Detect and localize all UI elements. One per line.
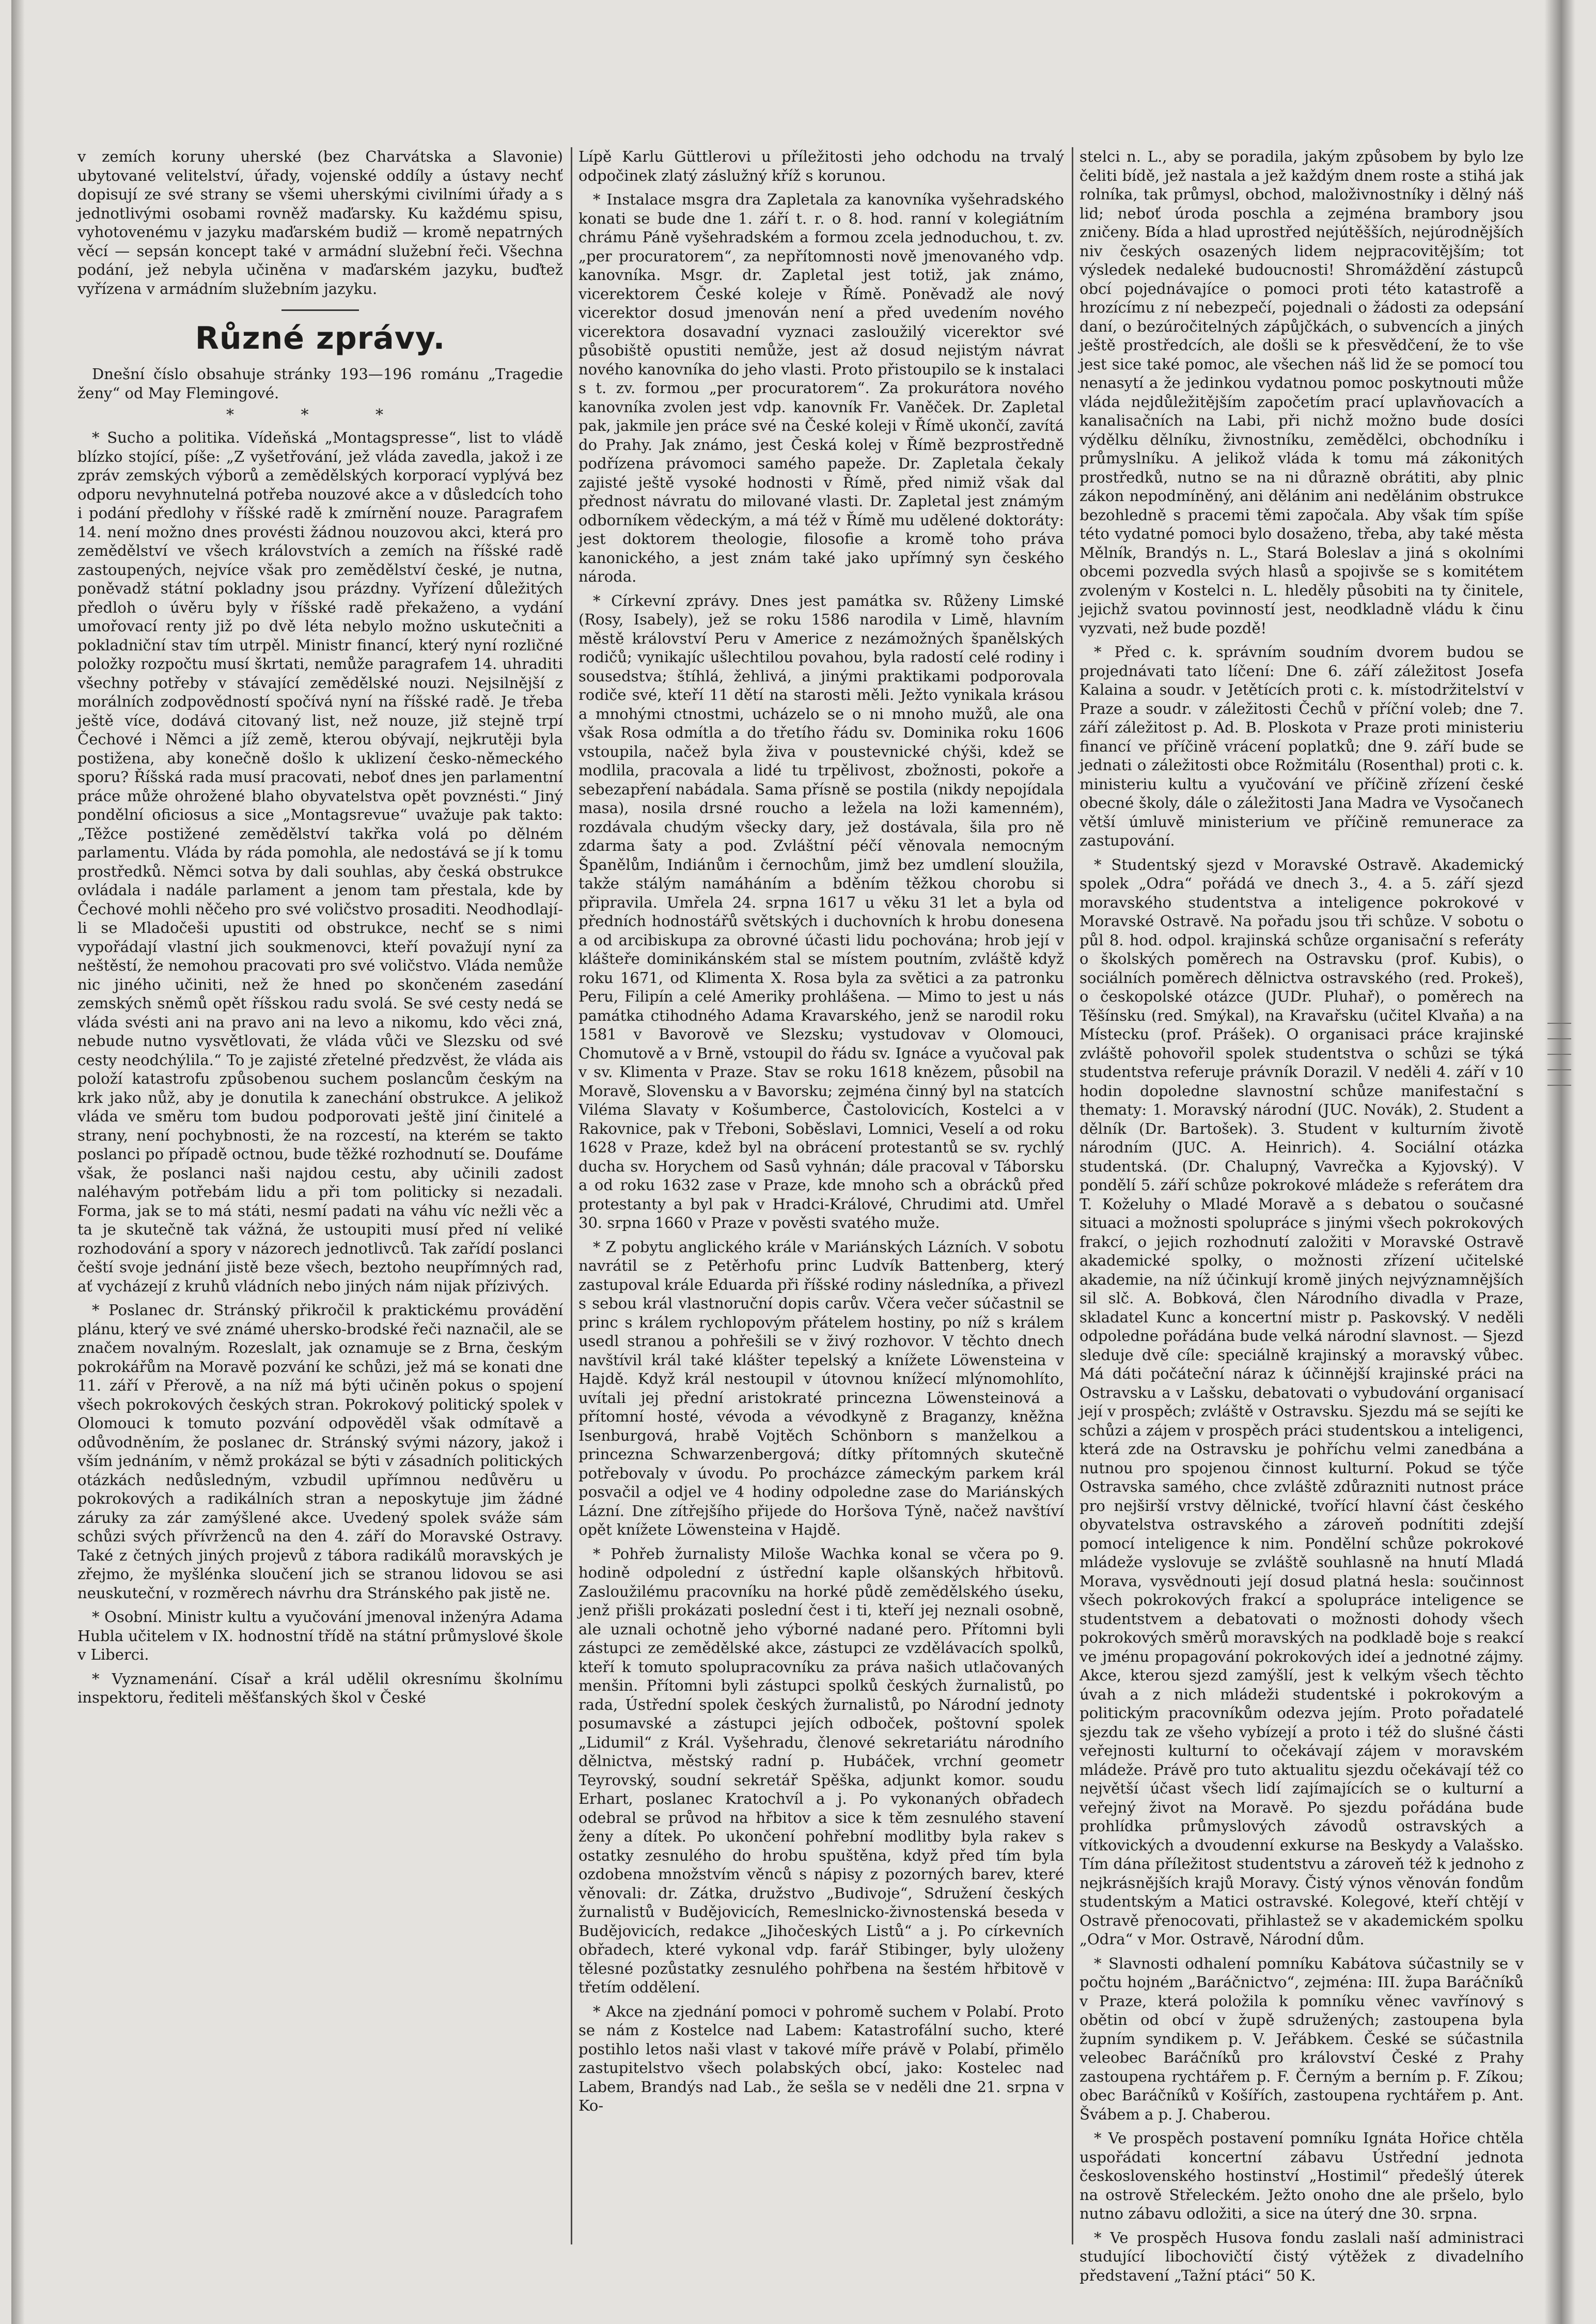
scan-edge-mark: [1547, 1038, 1571, 1039]
article-spravni-soud: * Před c. k. správním soudním dvorem budou se projednávati tato líčení: Dne 6. září záležitost Josefa Kalaina a soudr. v Jetětících proti c. k. místodržitelství v Praze a soudr. v záležitosti Čechů v příční voleb; dne 7. září záležitost p. Ad. B. Ploskota v Praze proti ministeriu financí ve příčině vrácení poplatků; dne 9. září bude se jednati o záležitosti obce Rožmitálu (Rosenthal) proti c. k. ministeriu kultu a vyučování ve příčině zřízení české obecné školy, dále o záležitosti Jana Madra ve Vysočanech větší úmluvě ministerium ve příčině remunerace za zastupování.: [1079, 643, 1524, 849]
article-poslanec-stransky: * Poslanec dr. Stránský přikročil k praktickému provádění plánu, který ve své známé uhersko-brodské řeči naznačil, ale se značem novalným. Rozeslalt, jak oznamuje se z Brna, českým pokrokářům na Moravě pozvání ke schůzi, jež má se konati dne 11. září v Přerově, a na níž má býti učiněn pokus o spojení všech pokrokových českých stran. Pokrokový politický spolek v Olomouci k tomuto pozvání odpověděl však odmítavě a odůvodněním, že poslanec dr. Stránský svými názory, jakož i vším jednáním, v němž prokázal se býti v zásadních politických otázkách nedůsledným, vzbudil upřímnou nedůvěru u pokrokových a radikálních stran a neposkytuje jim žádné záruky za zár zamýšlené akce. Uvedený spolek sváže sám schůzi svých přívrženců na den 4. září do Moravské Ostravy. Také z četných jiných projevů z tábora radikálů moravských je zřejmo, že myšlénka sloučení jich se stranou lidovou se asi neuskuteční, v rozměrech návrhu dra Stránského pak jistě ne.: [77, 1301, 563, 1602]
article-pomnik-horice: * Ve prospěch postavení pomníku Ignáta Hořice chtěla uspořádati koncertní zábavu Ústřední jednota československého hostinství „Hostimil“ předešlý úterek na ostrově Střeleckém. Ježto onoho dne ale pršelo, bylo nutno zábavu odložiti, a sice na úterý dne 30. srpna.: [1079, 2129, 1524, 2222]
scan-right-edge: [1544, 0, 1575, 2324]
article-pohreb-wachka: * Pohřeb žurnalisty Miloše Wachka konal se včera po 9. hodině odpolední z ústřední kaple olšanských hřbitovů. Zasloužilému pracovníku na horké půdě zemědělského úseku, jenž přišli prokázati poslední čest i ti, kteří jej neznali osobně, ale uznali ochotně jeho výborné nadané pero. Přítomni byli zástupci ze zemědělské akce, zástupci ze vzdělávacích spolků, kteří k tomuto spolupracovníku za práva našich utlačovaných menšin. Přítomni byli zástupci spolků českých žurnalistů, po rada, Ústřední spolek českých žurnalistů, po Národní jednoty posumavské a zástupci jejích odboček, poštovní spolek „Lidumil“ z Král. Vyšehradu, členové sekretariátu národního dělnictva, městský radní p. Hubáček, vrchní geometr Teyrovský, soudní sekretář Spěška, adjunkt komor. soudu Erhart, poslanec Kratochvíl a j. Po vykonaných obřadech odebral se průvod na hřbitov a sice k těm zesnulého stavení ženy a dítek. Po ukončení pohřební modlitby byla rakev s ostatky zesnulého do hrobu spuštěna, když před tím byla ozdobena množstvím věnců s nápisy z pozorných barev, které věnovali: dr. Zátka, družstvo „Budivoje“, Sdružení českých žurnalistů v Budějovicích, Remeslnicko-živnostenská beseda v Budějovicích, redakce „Jihočeských Listů“ a j. Po církevních obřadech, které vykonal vdp. farář Stibinger, byly uloženy tělesné pozůstatky zesnulého pohřbena na šestém hřbitově v třetím oddělení.: [578, 1545, 1064, 1996]
article-anglicky-kral: * Z pobytu anglického krále v Mariánských Lázních. V sobotu navrátil se z Petěrhofu princ Ludvík Battenberg, který zastupoval krále Eduarda při říšské rodiny následníka, a přivezl s sebou král vlastnoruční dopis carův. Včera večer súčastnil se princ s králem rychlopovým přátelem hostiny, po níž s králem usedl stranou a pohřešili se v živý rozhovor. V těchto dnech navštívil král také klášter tepelský a knížete Löwensteina v Hajdě. Když král nestoupil v útovnou knížecí mlýnomohlíto, uvítali jej přední aristokraté princezna Löwensteinová a přítomní hosté, vévoda a vévodkyně z Braganzy, kněžna Isenburgová, hrabě Vojtěch Schönborn s manželkou a princezna Schwarzenbergová; dítky přítomných skutečně potřebovaly v úvodu. Po procházce zámeckým parkem král posvačil a odjel ve 4 hodiny odpoledne zase do Mariánských Lázní. Dne zítřejšího přijede do Horšova Týně, načež navštíví opět knížete Löwensteina v Hajdě.: [578, 1238, 1064, 1538]
column-1-top-paragraph: v zemích koruny uherské (bez Charvátska a Slavonie) ubytované velitelství, úřady, vojenské oddíly a ústavy nechť dopisují ze své strany se všemi uherskými civilními úřady a s jednotlivými osobami rovněž maďarsky. Ku každému spisu, vyhotovenému v jazyku maďarském budiž — kromě nepatrných věcí — sepsán koncept také v armádní služební řeči. Všechna podání, jež nebyla učiněna v maďarském jazyku, buďtež vyřízena v armádním služebním jazyku.: [77, 148, 563, 298]
newspaper-page: [77, 147, 1524, 2284]
article-akce-polabi-continued: stelci n. L., aby se poradila, jakým způsobem by bylo lze čeliti bídě, jež nastala a jež každým dnem roste a stihá jak rolníka, tak průmysl, obchod, maloživnostníky i dělný náš lid; neboť úroda poschla a zejména brambory jsou zničeny. Bída a hlad uprostřed nejútěšších, nejúrodnějších niv českých osazených lidem nejpracovitějším; tot výsledek nedaleké budoucnosti! Shromáždění zástupců obcí pojednávajíce o pomoci proti této katastrofě a hrozícímu z ní nebezpečí, pojednali o žádosti za odepsání daní, o bezúročitelných zápůjčkách, o subvencích a jiných ještě prostředcích, ale došli se k přesvědčení, že to vše jest sice také pomoc, ale všechen náš lid že se pomocí tou nenasytí a že jedinkou vydatnou pomoc poskytnouti může vláda nejdůležitějším započetím prací uplavňovacích a kanalisačních na Labi, při nichž možno bude dosíci výdělku dělníku, živnostníku, zemědělci, obchodníku i průmyslníku. A jelikož vláda k tomu má zákonitých prostředků, nutno se na ni důrazně obrátiti, aby plnic zákon nepodmíněný, ani dělánim ani nedělánim obstrukce bezohledně s pracemi těmi započala. Aby však tím spíše této vydatné pomoci bylo dosaženo, třeba, aby také města Mělník, Brandýs n. L., Stará Boleslav a jiná s okolními obcemi pozvedla svých hlasů a spojivše se s komitétem zvoleným v Kostelci n. L. hleděly působiti na ty činitele, jejichž svatou povinností jest, neodkladně vládu k činu vyzvati, než bude pozdě!: [1079, 148, 1524, 637]
article-vyznamenani-continued: Lípě Karlu Güttlerovi u příležitosti jeho odchodu na trvalý odpočinek zlatý záslužný kříž s korunou.: [578, 148, 1064, 184]
stars-separator: * * *: [226, 406, 415, 424]
article-akce-polabi: * Akce na zjednání pomoci v pohromě suchem v Polabí. Proto se nám z Kostelce nad Labem: Katastrofální sucho, které postihlo letos naši vlast v takové míře právě v Polabí, přimělo zastupitelstvo všech polabských obcí, jako: Kostelec nad Labem, Brandýs nad Lab., že sešla se v neděli dne 21. srpna v Ko-: [578, 2002, 1064, 2114]
column-rule-2: [1072, 147, 1073, 2244]
article-osobni: * Osobní. Ministr kultu a vyučování jmenoval inženýra Adama Hubla učitelem v IX. hodnostní třídě na státní průmyslové škole v Liberci.: [77, 1608, 563, 1663]
scan-edge-mark: [1547, 1085, 1571, 1086]
article-studentsky-sjezd: * Studentský sjezd v Moravské Ostravě. Akademický spolek „Odra“ pořádá ve dnech 3., 4. a 5. září sjezd moravského studentstva a inteligence pokrokové v Moravské Ostravě. Na pořadu jsou tři schůze. V sobotu o půl 8. hod. odpol. krajinská schůze organisační s referáty o školských poměrech na Ostravsku (prof. Kubis), o sociálních poměrech dělnictva ostravského (red. Prokeš), o českopolské otázce (JUDr. Pluhař), o poměrech na Těšínsku (red. Smýkal), na Kravařsku (učitel Klvaňa) a na Místecku (prof. Prášek). O organisaci práce krajinské zvláště pohovořil spolek studentstva o schůzi se týká studentstva referuje právník Dorazil. V neděli 4. září v 10 hodin dopoledne slavnostní schůze manifestační s thematy: 1. Moravský národní (JUC. Novák), 2. Student a dělník (Dr. Bartošek). 3. Student v kulturním životě národním (JUC. A. Heinrich). 4. Sociální otázka studentská. (Dr. Chalupný, Vavrečka a Kyjovský). V pondělí 5. září schůze pokrokové mládeže s referátem dra T. Koželuhy o Mladé Moravě a s debatou o současné situaci a možnosti spolupráce s jinými všech pokrokových frakcí, o jejich rozhodnutí založiti v Moravské Ostravě akademické spolky, o možnosti zřízení učitelské akademie, na níž účinkují kromě jiných nejvýznamnějších sil slč. A. Bobková, člen Národního divadla v Praze, skladatel Kunc a koncertní mistr p. Paskovský. V neděli odpoledne pořádána bude velká národní slavnost. — Sjezd sleduje dvě cíle: speciálně krajinský a moravský vůbec. Má dáti počáteční náraz k účinnější krajinské práci na Ostravsku a v Lašsku, debatovati o vybudování organisací její v prospěch; zvláště v Ostravsku. Sjezdu má se sejíti ke schůzi a zájem v prospěch práci studentskou a inteligenci, která zde na Ostravsku je pohříchu velmi zanedbána a nutnou pro spojenou činnost kulturní. Pokud se týče Ostravska samého, chce zvláště zdůrazniti nutnost práce pro nejširší vrstvy dělnické, tvořící hlavní část českého obyvatelstva ostravského a zároveň podnítiti zdejší pomocí inteligence k nim. Pondělní schůze pokrokové mládeže vyslovuje se zvláště souhlasně na hnutí Mladá Morava, vysvědnouti její dosud platná hesla: součinnost všech pokrokových frakcí a spolupráce inteligence se studentstvem a debatovati o možnosti dohody všech pokrokových směrů moravských na podkladě boje s reakcí ve jménu propagování pokrokových ideí a jednotné zájmy. Akce, kterou sjezd zamýšlí, jest k velkým všech těchto úvah a z nich mládeži studentské i pokrokovým a politickým pracovníkům odezva jejím. Proto pořadatelé sjezdu tak ze všeho vybízejí a proto i též do slušné části veřejnosti kulturní to očekávají zájem v moravském mládeže. Právě pro tuto aktualitu sjezdu očekávají též co největší účast všech lidí zajímajících se o kulturní a veřejný život na Moravě. Po sjezdu pořádána bude prohlídka průmyslových závodů ostravských a vítkovických a dvoudenní exkurse na Beskydy a Valašsko. Tím dána příležitost studentstvu a zároveň též k jednoho z nejkrásnějších krajů Moravy. Čistý výnos věnován fondům studentským a Matici ostravské. Kolegové, kteří chtějí v Ostravě přenocovati, přihlastež se v akademickém spolku „Odra“ v Mor. Ostravě, Národní dům.: [1079, 855, 1524, 1948]
column-2: [578, 147, 1064, 2244]
section-divider: [281, 309, 359, 311]
scan-edge-mark: [1547, 1054, 1571, 1055]
article-husuv-fond: * Ve prospěch Husova fondu zaslali naší administraci studující libochovičtí čistý výtěžek z divadelního představení „Tažní ptáci“ 50 K.: [1079, 2228, 1524, 2284]
scan-edge-mark: [1547, 1023, 1571, 1024]
column-3: [1079, 147, 1524, 2284]
scan-left-edge: [11, 0, 25, 2324]
section-heading: Různé zprávy.: [195, 320, 446, 356]
scan-edge-mark: [1547, 1069, 1571, 1070]
article-instalace-zapletal: * Instalace msgra dra Zapletala za kanovníka vyšehradského konati se bude dne 1. září t. r. o 8. hod. ranní v kolegiátním chrámu Páně vyšehradském a formou zcela jednoduchou, t. zv. „per procuratorem“, za nepřítomnosti nově jmenovaného vdp. kanovníka. Msgr. dr. Zapletal jest totiž, jak známo, vicerektorem České koleje v Římě. Poněvadž ale nový vicerektor dosud jmenován není a před uvedením nového vicerektora dosavadní vyznaci zasloužilý vicerektor své působiště opustiti nemůže, jest až dosud nejistým návrat nového kanovníka do jeho vlasti. Proto přistoupilo se k instalaci s t. zv. formou „per procuratorem“. Za prokurátora nového kanovníka zvolen jest vdp. kanovník Fr. Vaněček. Dr. Zapletal pak, jakmile jen práce své na České koleji v Římě ukončí, zavítá do Prahy. Jak známo, jest Česká kolej v Římě bezprostředně podřízena právomoci samého papeže. Dr. Zapletala čekaly zajisté ještě vysoké hodnosti v Římě, před nimiž však dal přednost návratu do milované vlasti. Dr. Zapletal jest známým odborníkem vědeckým, a má též v Římě mu udělené doktoráty: jest doktorem theologie, filosofie a kromě toho práva kanonického, a jest znám také jako upřímný syn českého národa.: [578, 191, 1064, 585]
column-1: [77, 147, 563, 2244]
article-pomnik-kabata: * Slavnosti odhalení pomníku Kabátova súčastnily se v počtu hojném „Baráčnictvo“, zejména: III. župa Baráčníků v Praze, která položila k pomníku věnec vavřínový s obětin od obcí v župě sdružených; zastoupena byla župním syndikem p. V. Jeřábkem. České se súčastnila veleobec Baráčníků pro království České z Prahy zastoupena rychtářem p. F. Černým a berním p. F. Zíkou; obec Baráčníků v Košířích, zastoupena rychtářem p. Ant. Švábem a p. J. Chaberou.: [1079, 1954, 1524, 2123]
article-cirkevni-zpravy: * Církevní zprávy. Dnes jest památka sv. Růženy Limské (Rosy, Isabely), jež se roku 1586 narodila v Limě, hlavním městě království Peru v Americe z nezámožných španělských rodičů; vynikajíc ušlechtilou povahou, byla radostí celé rodiny i sousedstva; štíhlá, žehlivá, a jinými praktikami podporovala rodiče své, kteří 11 dětí na starosti měli. Ježto vynikala krásou a mnohými ctnostmi, ucházelo se o ni mnoho mužů, ale ona však Rosa odmítla a do třetího řádu sv. Dominika roku 1606 vstoupila, načež byla živa v poustevnické chýši, kdež se modlila, pracovala a lidé tu trpělivost, zbožnosti, pokoře a sebezapření nabádala. Sama přísně se postila (nikdy nepojídala masa), nosila drsné roucho a ležela na loži kamenném), rozdávala chudým všecky dary, jež dostávala, šila pro ně zdarma šaty a pod. Zvláštní péčí věnovala nemocným Španělům, Indiánům i černochům, jimž bez umdlení sloužila, takže stálým namáháním a bděním těžkou chorobu si připravila. Umřela 24. srpna 1617 u věku 31 let a byla od předních hodnostářů světských i duchovních k hrobu donesena a od arcibiskupa za obrovné účasti lidu pochována; hrob její v klášteře dominikánském stal se místem poutním, zvláště když roku 1671, od Klimenta X. Rosa byla za světici a za patronku Peru, Filipín a celé Ameriky prohlášena. — Mimo to jest u nás památka ctihodného Adama Kravarského, jenž se narodil roku 1581 v Bavorově ve Slezsku; vystudovav v Olomouci, Chomutově a v Brně, vstoupil do řádu sv. Ignáce a vyučoval pak v sv. Klimenta v Praze. Stav se roku 1618 knězem, působil na Moravě, Slovensku a v Bavorsku; zejména činný byl na statcích Viléma Slavaty v Košumberce, Častolovicích, Kostelci a v Rakovnice, pak v Třeboni, Soběslavi, Lomnici, Veselí a od roku 1628 v Praze, kdež byl na obrácení protestantů se sv. rychlý ducha sv. Horychem od Sasů vyhnán; dále pracoval v Táborsku a od roku 1632 zase v Praze, kde mnoho sch a obrácků před protestanty a byl pak v Hradci-Králové, Chrudimi atd. Umřel 30. srpna 1660 v Praze v pověsti svatého muže.: [578, 591, 1064, 1231]
article-sucho-a-politika: * Sucho a politika. Vídeňská „Montagspresse“, list to vládě blízko stojící, píše: „Z vyšetřování, jež vláda zavedla, jakož i ze zpráv zemských výborů a zemědělských korporací vyplývá bez odporu nevyhnutelná potřeba nouzové akce a v důsledcích toho i podání předlohy v říšské radě k zmírnění nouze. Paragrafem 14. není možno dnes provésti žádnou nouzovou akci, která pro zemědělství ve všech královstvích a zemích na říšské radě zastoupených, nejvíce však pro zemědělství české, je nutna, poněvadž státní pokladny jsou prázdny. Vyřízení důležitých předloh o úvěru byly v říšské radě překaženo, a vydání umořovací renty již po dvě léta nebylo možno uskutečniti a pokladniční stav tím utrpěl. Ministr financí, který nyní rozličné položky rozpočtu musí škrtati, nemůže paragrafem 14. uhraditi všechny potřeby v stávající zemědělské nouzi. Nejsilnější z morálních zodpovědností spočívá nyní na říšské radě. Je třeba ještě více, dodává citovaný list, než nouze, již stejně trpí Čechové i Němci a jíž země, kterou obývají, nejkrutěji byla postižena, aby konečně došlo k uklizení česko-německého sporu? Říšská rada musí pracovati, neboť dnes jen parlamentní práce může ohrožené blaho obyvatelstva opět povznésti.“ Jiný pondělní oficiosus a sice „Montagsrevue“ uvažuje pak takto: „Těžce postižené zemědělství takřka volá po dělném parlamentu. Vláda by ráda pomohla, ale nedostává se jí k tomu prostředků. Němci sotva by dali souhlas, aby česká obstrukce ovládala i nadále parlament a jenom tam přestala, kde by Čechové mohli něčeho pro své voličstvo prosaditi. Neodhodlají-li se Mladočeši upustiti od obstrukce, nechť se s nimi vypořádají vlastní jich soukmenovci, kteří považují nyní za neštěstí, že nemohou pracovati pro své voličstvo. Vláda nemůže nic jiného učiniti, než že hned po skončeném zasedání zemských sněmů opět říšskou radu svolá. Se své cesty nedá se vláda svésti ani na pravo ani na levo a nikomu, kdo věci zná, nebude nutno vysvětlovati, že vláda vůči ve Slezsku od své cesty neodchýlila.“ To je zajisté zřetelné předzvěst, že vláda ais položí katastrofu způsobenou suchem poslancům českým na krk jako nůž, aby je donutila k zanechání obstrukce. A jelikož vláda ve směru tom budou podporovati ještě jiní činitelé a strany, není pochybnosti, že na rozcestí, na kterém se takto poslanci po případě octnou, bude těžké rozhodnutí se. Doufáme však, že poslanci naši najdou cestu, aby učinili zadost naléhavým potřebám lidu a při tom politicky si nezadali. Forma, jak se to má státi, nesmí padati na váhu víc nežli věc a ta je skutečně tak vážná, že ustoupiti musí před ní veliké rozhodování a spory v názorech jednotlivců. Tak zařídí poslanci čeští svoje jednání jistě beze všech, beztoho neupřímných rad, ať vycházejí z kruhů vládních nebo jiných nám nijak přízivých.: [77, 429, 563, 1295]
article-vyznamenani: * Vyznamenání. Císař a král udělil okresnímu školnímu inspektoru, řediteli měšťanských škol v České: [77, 1670, 563, 1706]
issue-intro-note: Dnešní číslo obsahuje stránky 193—196 románu „Tragedie ženy“ od May Flemingové.: [77, 365, 563, 402]
column-rule-1: [571, 147, 572, 2244]
